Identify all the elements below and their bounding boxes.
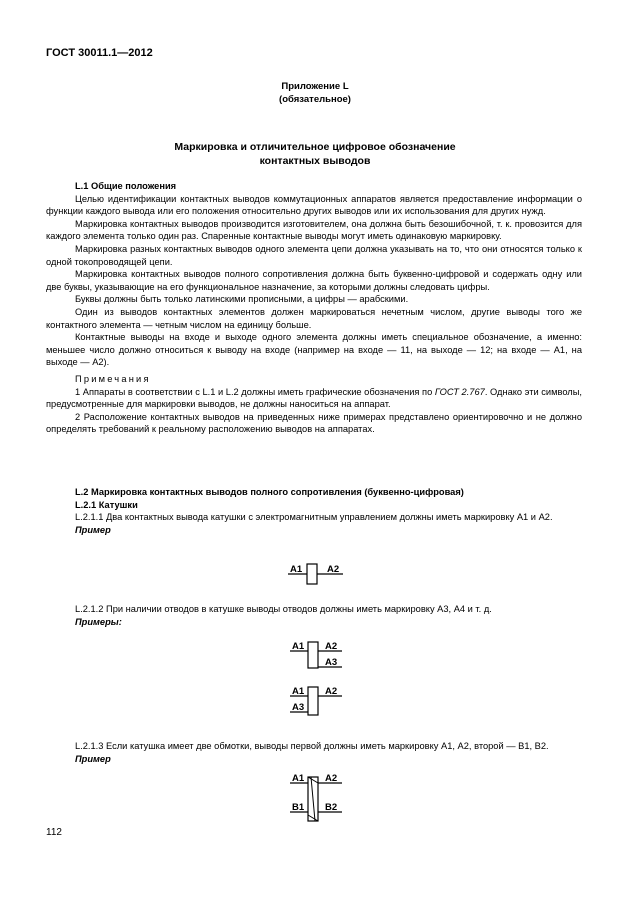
paragraph: Маркировка разных контактных выводов одного элемента цепи должна указывать на то, что они относятся только к одной токопроводящей цепи. [46, 243, 582, 267]
paragraph: Целью идентификации контактных выводов коммутационных аппаратов является предоставление информации о функции каждого вывода или его положения относительно других выводов или их использования для других нужд. [46, 193, 582, 217]
paragraph: L.2.1.2 При наличии отводов в катушке выводы отводов должны иметь маркировку А3, А4 и т. д. [75, 604, 492, 614]
paragraph: Маркировка контактных выводов производится изготовителем, она должна быть безошибочной, т. к. провозится для каждого элемента только один раз. Спаренные контактные выводы могут иметь одинаковую маркировку. [46, 218, 582, 242]
coil-symbol [307, 564, 317, 584]
example-label: Пример [75, 524, 111, 535]
note-1-text-a: 1 Аппараты в соответствии с L.1 и L.2 должны иметь графические обозначения по [75, 386, 435, 397]
section-title-line2: контактных выводов [259, 155, 371, 167]
terminal-label-a2: A2 [325, 686, 338, 697]
paragraph: Маркировка контактных выводов полного сопротивления должна быть буквенно-цифровой и содержать одну или две буквы, указывающие на его функциональное назначение, за которыми должны следовать цифры. [46, 269, 582, 292]
note-1-reference: ГОСТ 2.767 [434, 386, 485, 397]
body-block-4 [46, 740, 582, 765]
appendix-title: Приложение L [281, 81, 349, 92]
coil-diagram-4 [285, 770, 355, 826]
coil-symbol [308, 642, 318, 668]
heading-impedance-marking: L.2 Маркировка контактных выводов полного сопротивления (буквенно-цифровая) [75, 487, 464, 497]
examples-label: Примеры: [75, 616, 122, 627]
terminal-label-a1: A1 [292, 773, 305, 784]
note-2: 2 Расположение контактных выводов на приведенных ниже примерах представлено ориентировочно и не должно определять требований к реальному расположению выводов на аппаратах. [46, 411, 582, 435]
body-block-2 [46, 486, 582, 536]
paragraph: Контактные выводы на входе и выходе одного элемента должны иметь специальное обозначение, а именно: меньшее число должно относиться к выводу на входе (например на входе — 11, на выходе — 12; на входе — А1, на выходе — А2). [46, 332, 582, 368]
note-1 [46, 386, 582, 411]
coil-symbol [308, 687, 318, 715]
terminal-label-a1: A1 [292, 686, 305, 697]
coil-diagram-3 [285, 683, 355, 717]
paragraph: Буквы должны быть только латинскими прописными, а цифры — арабскими. [75, 294, 409, 305]
terminal-label-b1: B1 [292, 802, 305, 813]
terminal-label-b2: B2 [325, 802, 338, 813]
coil-diagram-2 [285, 638, 355, 672]
terminal-label-a3: A3 [325, 657, 338, 668]
paragraph: L.2.1.1 Два контактных вывода катушки с электромагнитным управлением должны иметь маркировку А1 и А2. [75, 512, 553, 523]
page-number: 112 [46, 827, 62, 838]
appendix-status: (обязательное) [279, 94, 351, 105]
terminal-label-a1: A1 [290, 564, 303, 575]
notes-label: Примечания [75, 373, 151, 384]
terminal-label-a1: A1 [292, 641, 305, 652]
terminal-label-a2: A2 [325, 641, 338, 652]
section-title-line1: Маркировка и отличительное цифровое обозначение [174, 141, 456, 153]
terminal-label-a2: A2 [327, 564, 340, 575]
example-label: Пример [75, 753, 111, 764]
paragraph: L.2.1.3 Если катушка имеет две обмотки, выводы первой должны иметь маркировку А1, А2, второй — В1, В2. [75, 741, 549, 751]
body-block-1 [46, 180, 582, 436]
coil-diagram-1 [280, 560, 350, 586]
terminal-label-a2: A2 [325, 773, 338, 784]
heading-general: L.1 Общие положения [75, 181, 177, 191]
note-1-text-b: . Однако эти символы, предусмотренные для маркировки выводов, не должны наноситься на аппарат. [46, 386, 582, 410]
paragraph: Один из выводов контактных элементов должен маркироваться нечетным числом, другие выводы того же контактного элемента — четным числом на единицу больше. [46, 306, 582, 330]
terminal-label-a3: A3 [292, 702, 305, 713]
standard-header: ГОСТ 30011.1—2012 [46, 47, 153, 59]
heading-coils: L.2.1 Катушки [75, 499, 138, 510]
body-block-3 [46, 603, 582, 628]
